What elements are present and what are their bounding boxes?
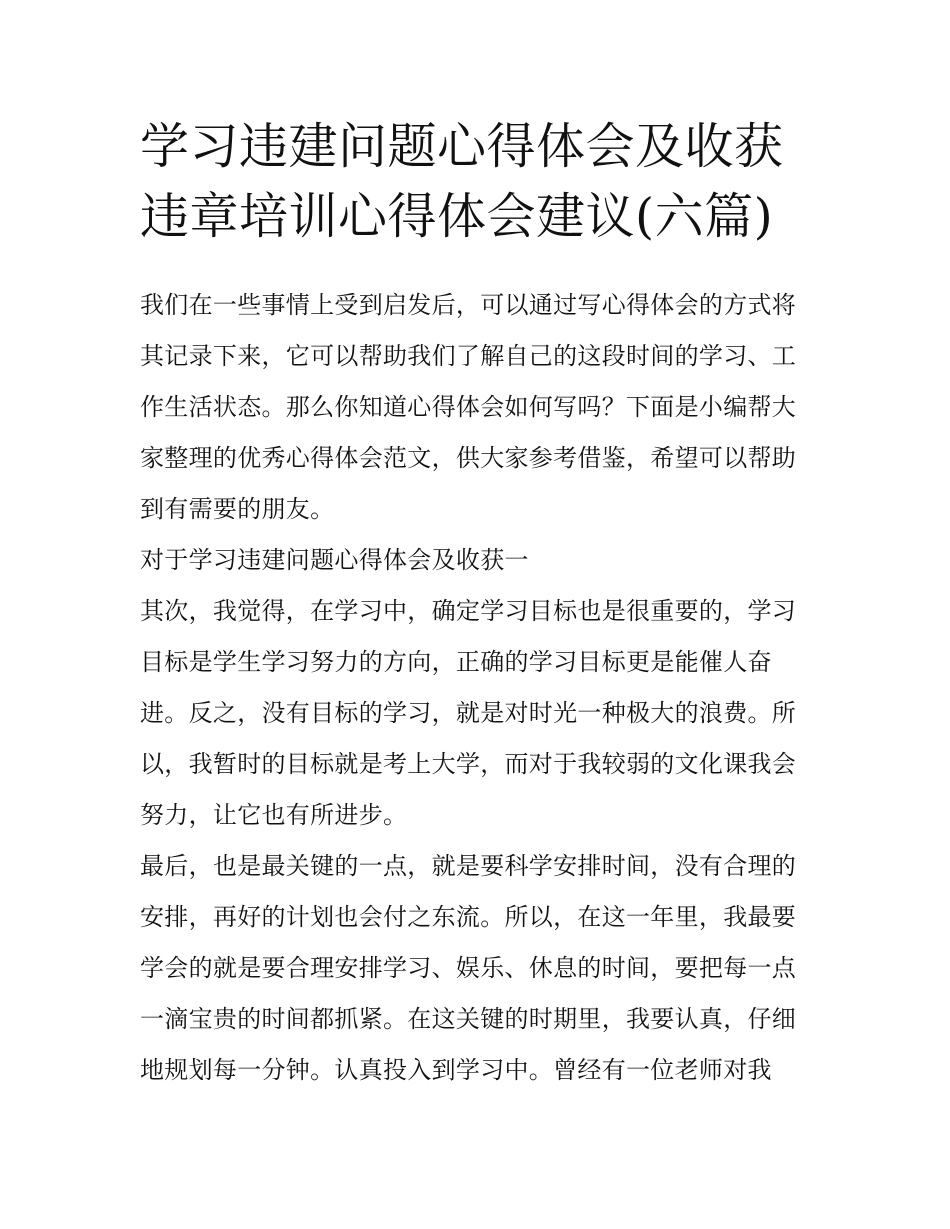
body-line: 地规划每一分钟。认真投入到学习中。曾经有一位老师对我 — [140, 1056, 772, 1084]
section-heading: 对于学习违建问题心得体会及收获一 — [140, 546, 529, 574]
body-line: 我们在一些事情上受到启发后，可以通过写心得体会的方式将 — [140, 291, 797, 319]
body-line: 努力，让它也有所进步。 — [140, 801, 408, 829]
title-line-2: 违章培训心得体会建议(六篇) — [140, 188, 774, 245]
body-line: 家整理的优秀心得体会范文，供大家参考借鉴，希望可以帮助 — [140, 444, 797, 472]
body-line: 其次，我觉得，在学习中，确定学习目标也是很重要的，学习 — [140, 597, 797, 625]
body-line: 学会的就是要合理安排学习、娱乐、休息的时间，要把每一点 — [140, 954, 797, 982]
body-line: 到有需要的朋友。 — [140, 495, 335, 523]
body-line: 进。反之，没有目标的学习，就是对时光一种极大的浪费。所 — [140, 699, 797, 727]
body-line: 目标是学生学习努力的方向，正确的学习目标更是能催人奋 — [140, 648, 772, 676]
body-line: 作生活状态。那么你知道心得体会如何写吗？下面是小编帮大 — [140, 393, 797, 421]
document-body — [140, 280, 820, 1096]
body-line: 一滴宝贵的时间都抓紧。在这关键的时期里，我要认真，仔细 — [140, 1005, 797, 1033]
body-line: 最后，也是最关键的一点，就是要科学安排时间，没有合理的 — [140, 852, 797, 880]
document-title — [140, 112, 820, 252]
title-line-1: 学习违建问题心得体会及收获 — [140, 118, 784, 175]
body-line: 以，我暂时的目标就是考上大学，而对于我较弱的文化课我会 — [140, 750, 797, 778]
body-line: 其记录下来，它可以帮助我们了解自己的这段时间的学习、工 — [140, 342, 797, 370]
body-line: 安排，再好的计划也会付之东流。所以，在这一年里，我最要 — [140, 903, 797, 931]
